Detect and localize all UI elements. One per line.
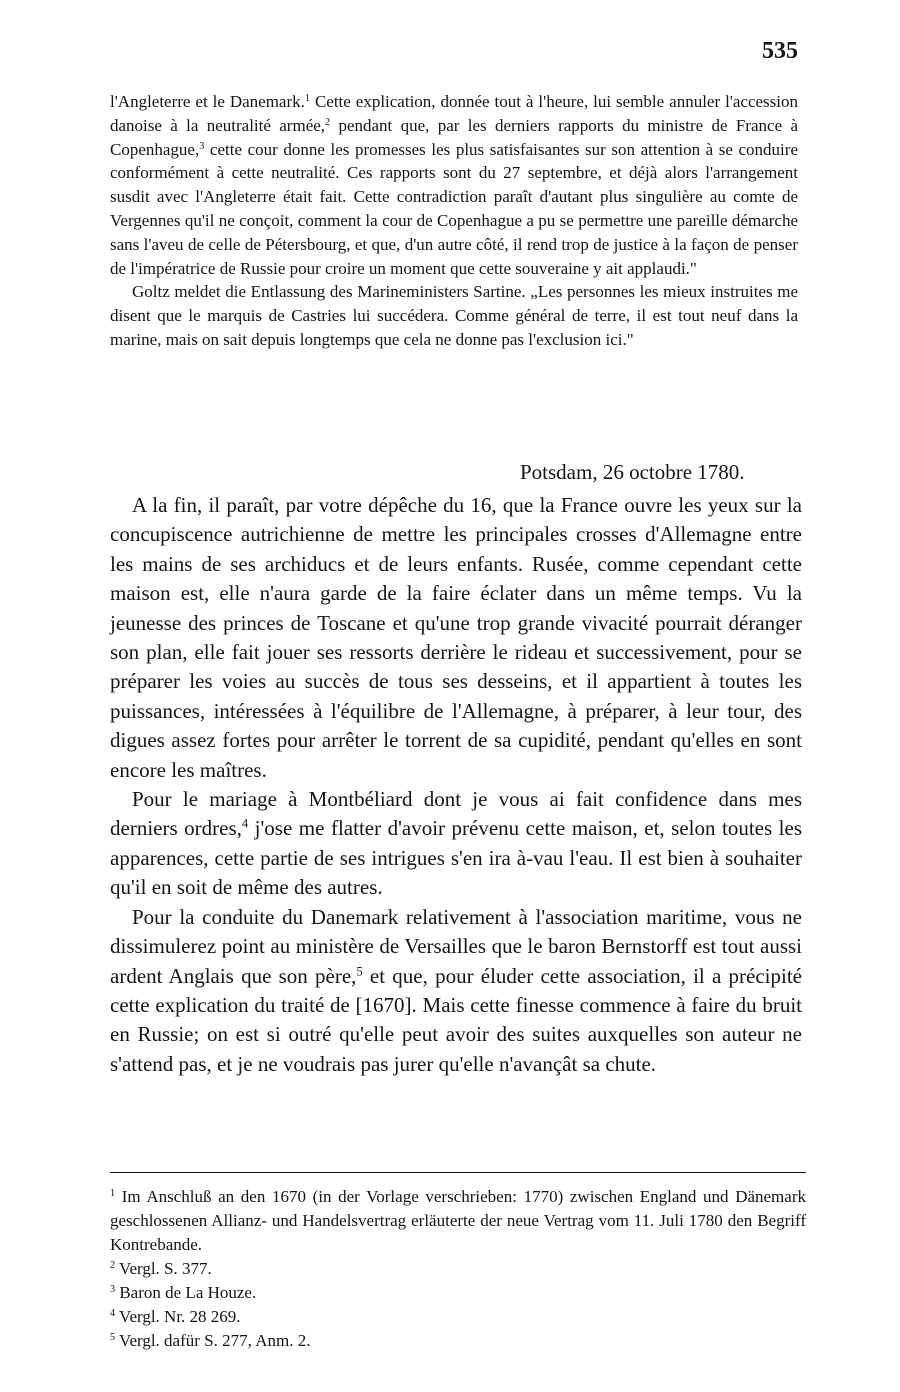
footnote-text: Vergl. S. 377. <box>119 1259 212 1278</box>
footnote <box>110 1185 806 1257</box>
body-text: Pour le mariage à Montbéliard dont je vous ai fait confidence dans mes derniers ordres, <box>110 787 802 841</box>
body-text: j'ose me flatter d'avoir prévenu cette maison, et, selon toutes les apparences, cette partie de ses intrigues s'en ira à-vau l'eau. Il est bien à souhaiter qu'il en soit de même des autres. <box>110 816 802 900</box>
footnote <box>110 1281 806 1305</box>
footnote <box>110 1305 806 1329</box>
footnotes <box>110 1185 806 1353</box>
footnote-divider <box>110 1172 806 1173</box>
quoted-report-block <box>110 90 798 352</box>
letter-body <box>110 491 802 1079</box>
body-text: Pour la conduite du Danemark relativement à l'association maritime, vous ne dissimulerez point au ministère de Versailles que le baron Bernstorff est tout aussi ardent Anglais que son père, <box>110 904 802 988</box>
body-paragraph <box>110 903 802 1079</box>
footnote-ref[interactable]: 1 <box>304 92 310 104</box>
footnote-mark: 5 <box>110 1331 116 1343</box>
dateline: Potsdam, 26 octobre 1780. <box>520 460 745 484</box>
quote-text: Cette explication, donnée tout à l'heure, lui semble annuler l'accession danoise à la neutralité armée, <box>110 92 798 135</box>
page-number: 535 <box>762 38 798 64</box>
body-text: et que, pour éluder cette association, il a précipité cette explication du traité de [1670]. Mais cette finesse commence à faire du bruit en Russie; on est si outré qu'elle peut avoir des suites auxquelles son auteur ne s'attend pas, et je ne voudrais pas jurer qu'elle n'avançât sa chute. <box>110 963 802 1076</box>
footnote-mark: 1 <box>110 1187 116 1199</box>
body-paragraph <box>110 785 802 903</box>
quote-text: l'Angleterre et le Danemark. <box>110 92 305 111</box>
quote-text: cette cour donne les promesses les plus satisfaisantes sur son attention à se conduire conformément à cette neutralité. Ces rapports sont du 27 septembre, et déjà alors l'arrangement susdit avec l'Angleterre était fait. Cette contradiction paraît d'autant plus singulière au comte de Vergennes qu'il ne conçoit, comment la cour de Copenhague a pu se permettre une pareille démarche sans l'aveu de celle de Pétersbourg, et que, d'un autre côté, il rend trop de justice à la façon de penser de l'impératrice de Russie pour croire un moment que cette souveraine y ait applaudi." <box>110 139 798 278</box>
footnote-text: Im Anschluß an den 1670 (in der Vorlage verschrieben: 1770) zwischen England und Dänemark geschlossenen Allianz- und Handelsvertrag erläuterte der neue Vertrag vom 11. Juli 1780 den Begriff Kontrebande. <box>110 1187 806 1254</box>
footnote-text: Vergl. dafür S. 277, Anm. 2. <box>119 1331 311 1350</box>
quote-text: pendant que, par les derniers rapports du ministre de France à Copenhague, <box>110 115 798 159</box>
footnote-ref[interactable]: 2 <box>325 116 331 128</box>
footnote-mark: 4 <box>110 1307 116 1319</box>
quote-paragraph <box>110 90 798 280</box>
footnote <box>110 1329 806 1353</box>
quote-paragraph: Goltz meldet die Entlassung des Marineministers Sartine. „Les personnes les mieux instruites me disent que le marquis de Castries lui succédera. Comme général de terre, il est tout neuf dans la marine, mais on sait depuis longtemps que cela ne donne pas l'exclusion ici." <box>110 282 798 349</box>
footnote-ref[interactable]: 5 <box>356 963 363 978</box>
body-paragraph: A la fin, il paraît, par votre dépêche du 16, que la France ouvre les yeux sur la concupiscence autrichienne de mettre les principales crosses d'Allemagne entre les mains de ses archiducs et de leurs enfants. Rusée, comme cependant cette maison est, elle n'aura garde de la faire éclater dans un même temps. Vu la jeunesse des princes de Toscane et qu'une trop grande vivacité pourrait déranger son plan, elle fait jouer ses ressorts derrière le rideau et successivement, pour se préparer les voies au succès de tous ses desseins, et il appartient à toutes les puissances, intéressées à l'équilibre de l'Allemagne, à préparer, à leur tour, des digues assez fortes pour arrêter le torrent de sa cupidité, pendant qu'elles en sont encore les maîtres. <box>110 493 802 782</box>
footnote-text: Vergl. Nr. 28 269. <box>119 1307 241 1326</box>
footnote-ref[interactable]: 3 <box>199 140 205 152</box>
footnote-ref[interactable]: 4 <box>241 816 249 831</box>
footnote <box>110 1257 806 1281</box>
footnote-text: Baron de La Houze. <box>119 1283 257 1302</box>
footnote-mark: 2 <box>110 1259 116 1271</box>
footnote-mark: 3 <box>110 1283 116 1295</box>
